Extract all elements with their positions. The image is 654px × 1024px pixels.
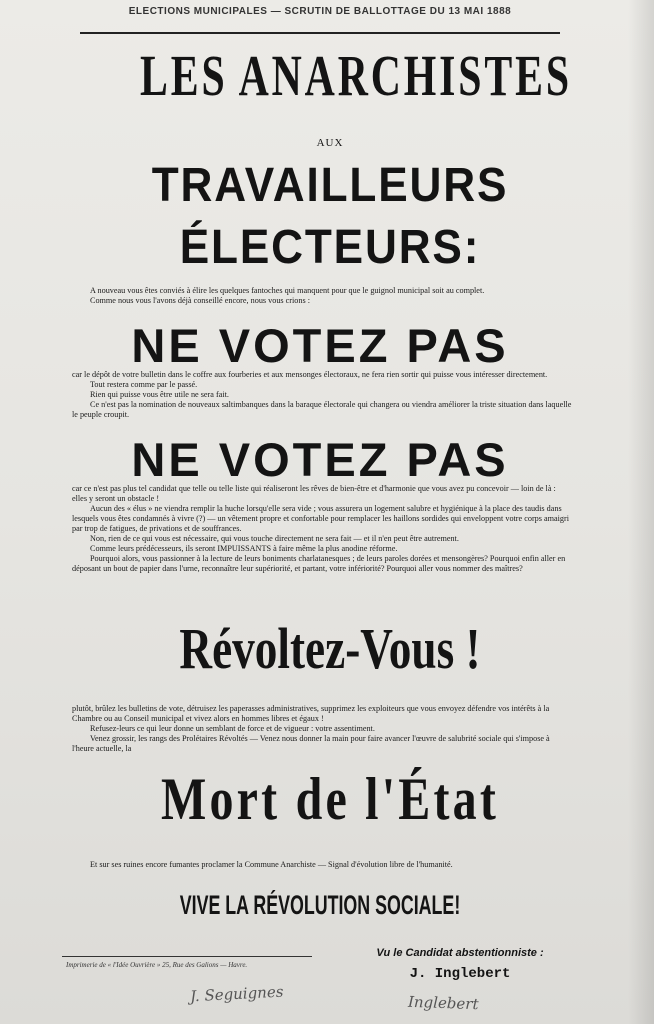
paragraph-2 — [72, 370, 572, 420]
title-anarchistes: LES ANARCHISTES — [140, 43, 572, 108]
vu-le-candidat: Vu le Candidat abstentionniste : — [376, 947, 544, 959]
paragraph-line: A nouveau vous êtes conviés à élire les quelques fantoches qui manquent pour que le guignol municipal soit au complet. — [90, 286, 485, 295]
paragraph-line: car le dépôt de votre bulletin dans le coffre aux fourberies et aux mensonges électoraux, ne fera rien sortir qui puisse vous intéresser directement. — [72, 370, 548, 379]
ne-votez-pas-2: NE VOTEZ PAS — [131, 433, 509, 486]
candidate-name: J. Inglebert — [409, 966, 511, 982]
paragraph-line: Aucun des « élus » ne viendra remplir la huche lorsqu'elle sera vide ; vous assurera un logement salubre et hygiénique à la place des taudis dans lesquels vous êtes condamnés à vivre (?) — un vêtement propre et confortable pour remplacer les haillons sordides qui enveloppent votre corps amaigri par trop de fatigues, de privations et de souffrances. — [72, 504, 570, 533]
paragraph-line: Comme leurs prédécesseurs, ils seront IMPUISSANTS à faire même la plus anodine réforme. — [90, 544, 398, 553]
header-rule — [80, 32, 560, 34]
paragraph-line: car ce n'est pas plus tel candidat que telle ou telle liste qui réaliseront les rêves de bien-être et d'harmonie que vous avez pu concevoir — loin de là : elles y seront un obstacle ! — [72, 484, 556, 503]
paragraph-line: Ce n'est pas la nomination de nouveaux saltimbanques dans la baraque électorale qui changera ou viendra améliorer la triste situation dans laquelle le peuple croupit. — [72, 400, 572, 419]
paragraph-line: Venez grossir, les rangs des Prolétaires Révoltés — Venez nous donner la main pour faire avancer l'œuvre de salubrité sociale qui s'impose à l'heure actuelle, la — [72, 734, 550, 753]
paragraph-4 — [72, 704, 572, 754]
printer-imprint: Imprimerie de « l'Idée Ouvrière » 25, Rue des Galions — Havre. — [66, 961, 248, 969]
paragraph-line: Rien qui puisse vous être utile ne sera fait. — [90, 390, 229, 399]
paragraph-intro — [72, 286, 572, 306]
ne-votez-pas-1: NE VOTEZ PAS — [131, 319, 509, 372]
printer-rule — [62, 956, 312, 957]
paragraph-line: Non, rien de ce qui vous est nécessaire, qui vous touche directement ne sera fait — et il n'en peut être autrement. — [90, 534, 459, 543]
title-electeurs: ÉLECTEURS: — [179, 221, 481, 274]
paragraph-line: Refusez-leurs ce qui leur donne un semblant de force et de vigueur : votre assentiment. — [90, 724, 375, 733]
title-aux: AUX — [316, 137, 344, 149]
mort-de-l-etat-headline: Mort de l'État — [160, 766, 500, 832]
paragraph-line: Et sur ses ruines encore fumantes proclamer la Commune Anarchiste — Signal d'évolution libre de l'humanité. — [90, 860, 453, 869]
paragraph-line: Comme nous vous l'avons déjà conseillé encore, nous vous crions : — [90, 296, 310, 305]
paragraph-line: Tout restera comme par le passé. — [90, 380, 198, 389]
paragraph-5 — [72, 860, 572, 870]
paragraph-line: plutôt, brûlez les bulletins de vote, détruisez les paperasses administratives, supprimez les exploiteurs que vous envoyez défendre vos intérêts à la Chambre ou au Conseil municipal et vivez alors en hommes libres et égaux ! — [72, 704, 550, 723]
title-travailleurs: TRAVAILLEURS — [151, 159, 509, 212]
page-edge-shadow — [628, 0, 654, 1024]
paragraph-line: Pourquoi alors, vous passionner à la lecture de leurs boniments charlatanesques ; de leurs paroles dorées et mensongères? Pourquoi enfin aller en déposant un bout de papier dans l'urne, reconnaître leur supériorité, et partant, votre infériorité? Pourquoi aller vous nommer des maîtres? — [72, 554, 566, 573]
vive-la-revolution-sociale: VIVE LA RÉVOLUTION SOCIALE! — [179, 890, 461, 920]
poster-header: ELECTIONS MUNICIPALES — SCRUTIN DE BALLOTTAGE DU 13 MAI 1888 — [128, 6, 512, 17]
handwritten-signature-right: Inglebert — [407, 992, 479, 1014]
revoltez-vous-headline: Révoltez-Vous ! — [179, 616, 481, 681]
handwritten-signature-left: J. Seguignes — [189, 982, 284, 1006]
paragraph-3 — [72, 484, 572, 574]
